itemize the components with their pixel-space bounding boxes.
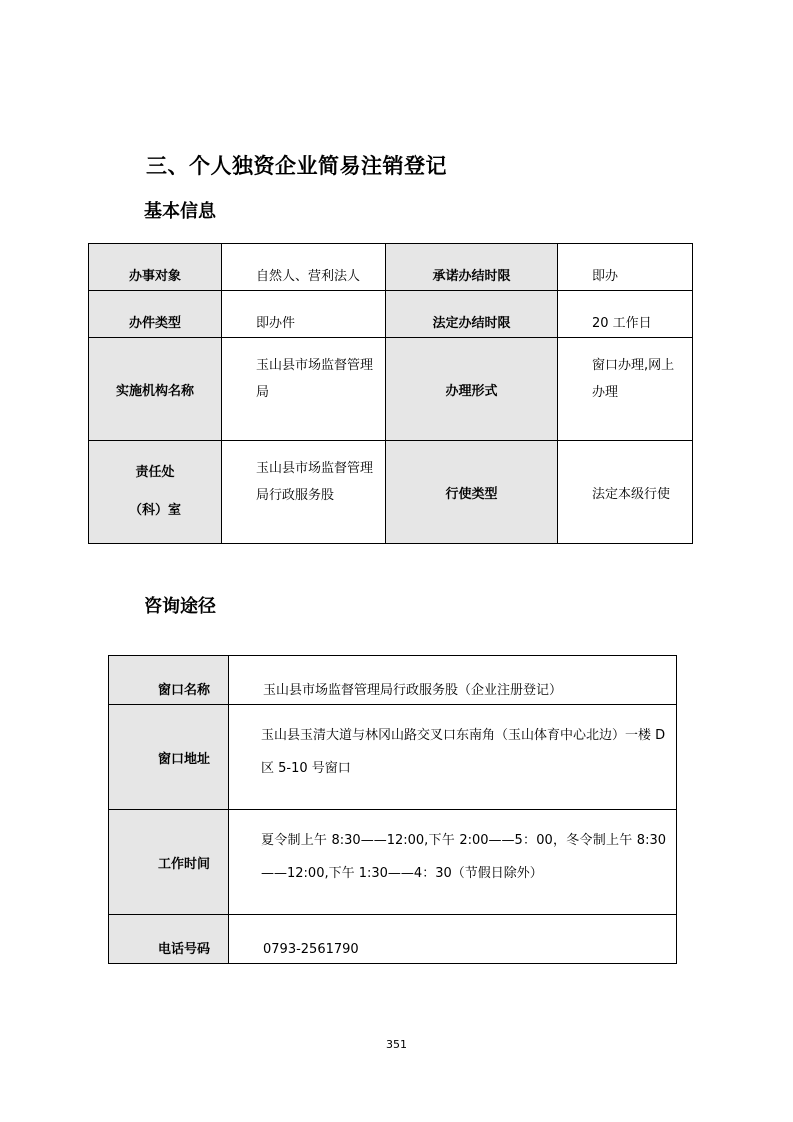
table-row bbox=[89, 291, 693, 338]
value-legal-time-limit: 20 工作日 bbox=[558, 291, 693, 338]
consult-heading: 咨询途径 bbox=[144, 596, 216, 617]
label-window-address: 窗口地址 bbox=[109, 705, 229, 810]
value-handling-form: 窗口办理,网上办理 bbox=[592, 358, 675, 400]
label-case-type: 办件类型 bbox=[89, 291, 222, 338]
table-row bbox=[109, 915, 677, 964]
table-row bbox=[89, 338, 693, 441]
value-phone-number: 0793-2561790 bbox=[263, 942, 359, 957]
label-legal-time-limit: 法定办结时限 bbox=[386, 291, 558, 338]
table-row bbox=[109, 705, 677, 810]
label-service-target: 办事对象 bbox=[89, 244, 222, 291]
label-phone-number: 电话号码 bbox=[109, 915, 229, 964]
consult-table bbox=[108, 655, 677, 964]
value-working-hours: 夏令制上午 8:30——12:00,下午 2:00——5：00，冬令制上午 8:30——12:00,下午 1:30——4：30（节假日除外） bbox=[261, 833, 666, 881]
page-number: 351 bbox=[386, 1038, 407, 1051]
value-window-address: 玉山县玉清大道与林冈山路交叉口东南角（玉山体育中心北边）一楼 D 区 5-10 号窗口 bbox=[261, 728, 666, 776]
label-window-name: 窗口名称 bbox=[109, 656, 229, 705]
value-implementing-agency: 玉山县市场监督管理局 bbox=[256, 358, 374, 400]
label-promised-time-limit: 承诺办结时限 bbox=[386, 244, 558, 291]
label-exercise-type: 行使类型 bbox=[386, 441, 558, 544]
value-case-type: 即办件 bbox=[222, 291, 386, 338]
basic-info-table bbox=[88, 243, 693, 544]
page-title: 三、个人独资企业简易注销登记 bbox=[146, 154, 447, 178]
label-implementing-agency: 实施机构名称 bbox=[89, 338, 222, 441]
value-promised-time-limit: 即办 bbox=[558, 244, 693, 291]
table-row bbox=[89, 441, 693, 544]
value-service-target: 自然人、营利法人 bbox=[222, 244, 386, 291]
table-row bbox=[109, 656, 677, 705]
table-row bbox=[109, 810, 677, 915]
value-exercise-type: 法定本级行使 bbox=[558, 441, 693, 544]
label-handling-form: 办理形式 bbox=[386, 338, 558, 441]
table-row bbox=[89, 244, 693, 291]
value-responsible-office: 玉山县市场监督管理局行政服务股 bbox=[256, 461, 374, 503]
label-responsible-office: 责任处（科）室 bbox=[89, 441, 222, 544]
basic-info-heading: 基本信息 bbox=[144, 201, 216, 222]
label-working-hours: 工作时间 bbox=[109, 810, 229, 915]
value-window-name: 玉山县市场监督管理局行政服务股（企业注册登记） bbox=[263, 683, 563, 698]
